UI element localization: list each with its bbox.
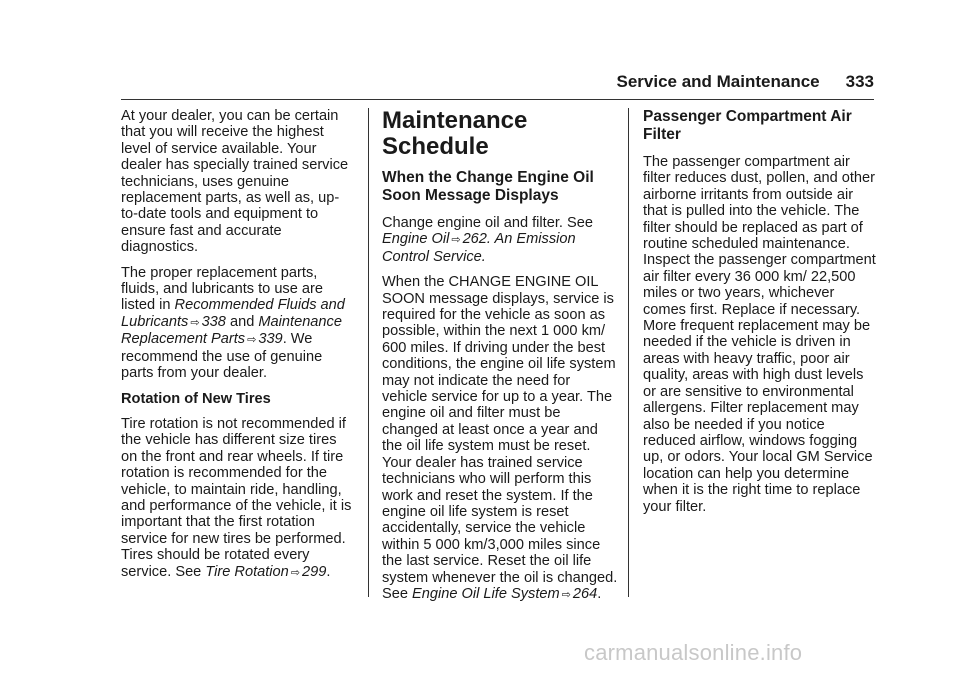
rotation-text: Tire rotation is not recommended if the vehicle has different size tires on the front and rear wheels. If tire rotation is recommended for the vehicle, to maintain ride, handling, and performance of the vehicle, it is important that the first rotation service for new tires be performed. Tires should be rotated every service. See <box>121 415 352 580</box>
rotation-end: . <box>326 563 331 580</box>
header-rule <box>121 99 874 100</box>
ref-recommended-fluids[interactable]: Recommended Fluids and Lubricants <box>121 297 345 330</box>
oil-message-paragraph <box>382 274 618 603</box>
column-middle <box>382 108 618 612</box>
emission-note: . An Emission Control Service. <box>382 231 576 265</box>
main-heading: Maintenance Schedule <box>382 107 528 160</box>
parts-text: The proper replacement parts, fluids, and lubricants to use are listed in <box>121 264 323 314</box>
watermark: carmanualsonline.info <box>584 640 803 665</box>
air-filter-paragraph: The passenger compartment air filter reduces dust, pollen, and other airborne irritants from outside air that is pulled into the vehicle. The filter should be replaced as part of routine scheduled maintenance. Inspect the passenger compartment air filter every 36 000 km/ 22,500 miles or two years, whichever comes first. Replace if necessary. More frequent replacement may be needed if the vehicle is driven in areas with heavy traffic, poor air quality, areas with high dust levels or are sensitive to environmental allergens. Filter replacement may also be needed if you notice reduced airflow, windows fogging up, or odors. Your local GM Service location can help you determine when it is the right time to replace your filter. <box>643 154 876 515</box>
ref-oil-life-system[interactable]: Engine Oil Life System <box>412 585 560 602</box>
ref-page-299[interactable]: 299 <box>302 563 327 580</box>
dealer-paragraph: At your dealer, you can be certain that you will receive the highest level of service available. Your dealer has specially trained service technicians, uses genuine replacement parts, as well as, up-to-date tools and equipment to ensure fast and accurate diagnostics. <box>121 108 349 256</box>
column-right <box>643 108 879 524</box>
column-divider-right <box>628 108 629 597</box>
rotation-paragraph <box>121 416 353 581</box>
ref-engine-oil[interactable]: Engine Oil <box>382 231 450 248</box>
oil-change-paragraph <box>382 215 618 265</box>
ref-arrow-icon: ⇨ <box>451 234 461 247</box>
ref-tire-rotation[interactable]: Tire Rotation <box>205 563 289 580</box>
ref-arrow-icon: ⇨ <box>561 588 571 601</box>
oil-message-end: . <box>597 585 602 602</box>
parts-text-end: . We recommend the use of genuine parts from your dealer. <box>121 331 323 382</box>
oil-change-text: Change engine oil and filter. See <box>382 215 593 231</box>
section-title: Service and Maintenance <box>616 72 820 91</box>
ref-page-262[interactable]: 262 <box>462 231 487 248</box>
air-filter-heading: Passenger Compartment Air Filter <box>643 108 852 143</box>
column-left <box>121 108 353 590</box>
ref-arrow-icon: ⇨ <box>247 334 257 347</box>
ref-page-264[interactable]: 264 <box>572 585 598 602</box>
ref-page-339[interactable]: 339 <box>258 331 283 348</box>
parts-and: and <box>225 313 259 330</box>
page-header <box>580 72 874 92</box>
ref-arrow-icon: ⇨ <box>290 566 300 579</box>
ref-maintenance-parts[interactable]: Maintenance Replacement Parts <box>121 313 342 348</box>
ref-arrow-icon: ⇨ <box>190 316 200 329</box>
page-number: 333 <box>845 72 874 91</box>
ref-page-338[interactable]: 338 <box>201 313 226 330</box>
parts-paragraph <box>121 265 353 382</box>
oil-message-text: When the CHANGE ENGINE OIL SOON message displays, service is required for the vehicle as soon as possible, within the next 1 000 km/ 600 miles. If driving under the best conditions, the engine oil life system may not indicate the need for vehicle service for up to a year. The engine oil and filter must be changed at least once a year and the oil life system must be reset. Your dealer has trained service technicians who will perform this work and reset the system. If the engine oil life system is reset accidentally, service the vehicle within 5 000 km/3,000 miles since the last service. Reset the oil life system whenever the oil is changed. See <box>382 274 618 602</box>
rotation-heading: Rotation of New Tires <box>121 390 271 407</box>
oil-message-heading: When the Change Engine Oil Soon Message Displays <box>382 169 594 204</box>
column-divider-left <box>368 108 369 597</box>
